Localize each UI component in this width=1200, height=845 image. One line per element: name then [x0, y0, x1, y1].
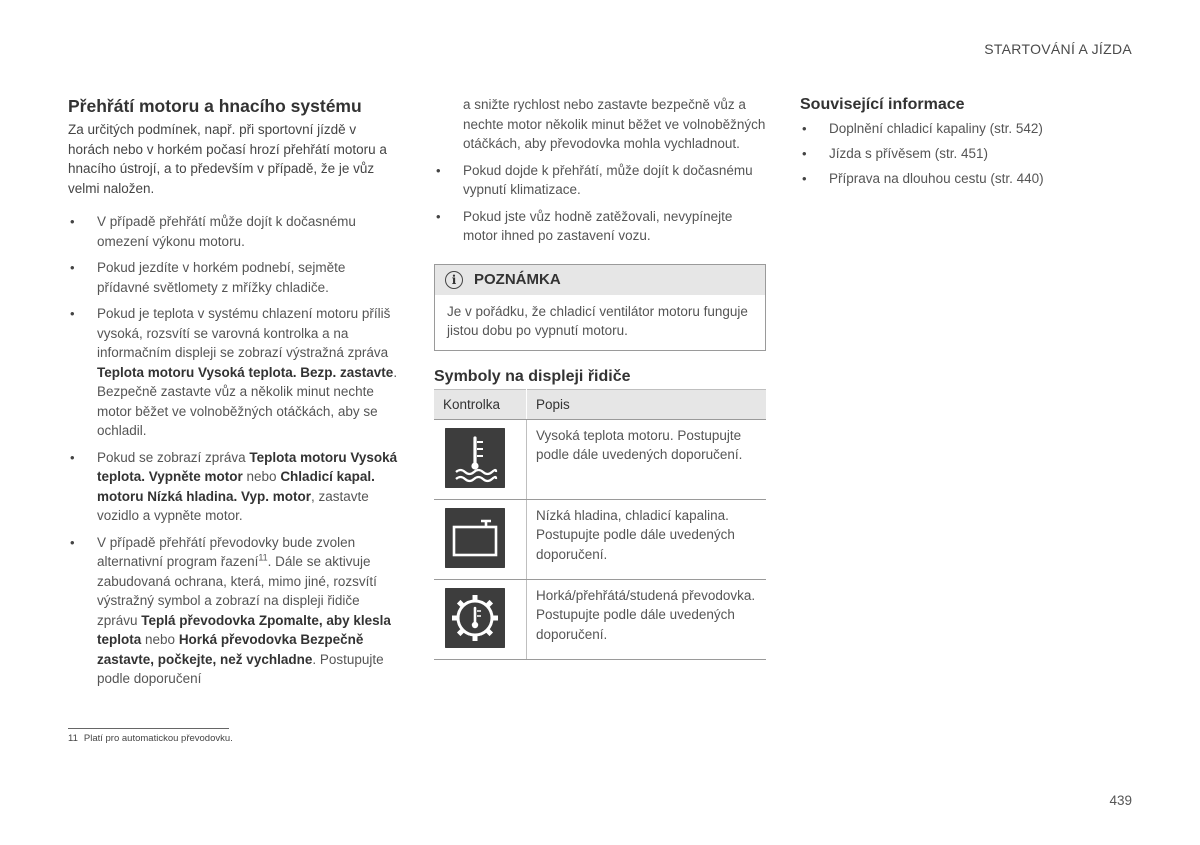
list-item: [68, 212, 400, 251]
column-right: [800, 95, 1132, 194]
symbols-title: Symboly na displeji řidiče: [434, 367, 631, 385]
list-item-text: V případě přehřátí převodovky bude zvolen alternativní program řazení: [97, 534, 356, 569]
note-header: [435, 265, 765, 295]
transmission-temperature-icon: [445, 588, 505, 648]
info-icon: i: [445, 271, 463, 289]
related-link[interactable]: • Jízda s přívěsem (str. 451): [800, 144, 1132, 164]
coolant-level-icon: [445, 508, 505, 568]
list-item: [434, 161, 766, 200]
related-link[interactable]: • Doplnění chladicí kapaliny (str. 542): [800, 119, 1132, 139]
list-item: [68, 304, 400, 441]
warning-list-continued: [434, 161, 766, 246]
table-cell-description: Horká/přehřátá/studená převodovka. Postupujte podle dále uvedených doporučení.: [527, 579, 767, 659]
list-item-text: , zastavte vozidlo a vypněte motor.: [97, 488, 369, 523]
related-link[interactable]: • Příprava na dlouhou cestu (str. 440): [800, 169, 1132, 189]
list-item-text: V případě přehřátí může dojít k dočasnému omezení výkonu motoru.: [97, 214, 356, 249]
column-header-description: Popis: [527, 389, 767, 419]
note-body: Je v pořádku, že chladicí ventilátor motoru funguje jistou dobu po vypnutí motoru.: [447, 303, 748, 338]
coolant-temperature-icon: [445, 428, 505, 488]
list-item: [434, 207, 766, 246]
list-item: [68, 533, 400, 689]
list-item-text: . Dále se aktivuje zabudovaná ochrana, která, mimo jiné, rozsvítí výstražný symbol a zobrazí na displeji řidiče zprávu: [97, 554, 377, 628]
list-item-text: . Postupujte podle doporučení: [97, 651, 384, 686]
list-item-text: Pokud jste vůz hodně zatěžovali, nevypínejte motor ihned po zastavení vozu.: [463, 208, 733, 243]
note-box: [434, 264, 766, 351]
table-cell-description: Vysoká teplota motoru. Postupujte podle dále uvedených doporučení.: [527, 419, 767, 499]
list-item-text: Pokud dojde k přehřátí, může dojít k dočasnému vypnutí klimatizace.: [463, 162, 753, 197]
column-header-icon: Kontrolka: [434, 389, 527, 419]
message-text: Horká převodovka Bezpečně zastavte, počkejte, než vychladne: [97, 632, 364, 667]
related-list: [800, 119, 1132, 189]
message-text: Teplota motoru Vysoká teplota. Vypněte motor: [97, 449, 398, 484]
column-middle: [434, 95, 766, 660]
list-item: [68, 258, 400, 297]
message-text: Chladicí kapal. motoru Nízká hladina. Vyp. motor: [97, 469, 375, 504]
list-item-text: Pokud je teplota v systému chlazení motoru příliš vysoká, rozsvítí se varovná kontrolka a na informačním displeji se zobrazí výstražná zpráva: [97, 306, 391, 360]
list-item-text: . Bezpečně zastavte vůz a několik minut nechte motor běžet ve volnoběžných otáčkách, aby se ochladil.: [97, 364, 398, 438]
message-text: Teplá převodovka Zpomalte, aby klesla teplota: [97, 612, 391, 647]
table-header-row: [434, 389, 766, 419]
footnote-divider: [68, 728, 229, 729]
symbols-table: [434, 389, 766, 660]
table-row: [434, 499, 766, 579]
list-item-text: Pokud jezdíte v horkém podnebí, sejměte přídavné světlomety z mřížky chladiče.: [97, 260, 346, 295]
page-title: Přehřátí motoru a hnacího systému: [68, 96, 362, 116]
column-left: [68, 95, 400, 696]
list-item: [68, 448, 400, 526]
list-item-text: nebo: [141, 632, 179, 647]
table-cell-icon: [434, 419, 527, 499]
list-item-text: nebo: [242, 469, 281, 484]
section-header: STARTOVÁNÍ A JÍZDA: [984, 41, 1132, 57]
list-item-text: Pokud se zobrazí zpráva: [97, 449, 250, 465]
footnote-ref: 11: [258, 552, 268, 563]
footnote: [68, 733, 233, 744]
note-heading: POZNÁMKA: [474, 271, 561, 288]
footnote-number: 11: [68, 733, 78, 744]
table-cell-icon: [434, 579, 527, 659]
intro-paragraph: Za určitých podmínek, např. při sportovní jízdě v horách nebo v horkém počasí hrozí přehřátí motoru a hnacího ústrojí, a to především v případě, že je vůz velmi naložen.: [68, 122, 387, 196]
related-title: Související informace: [800, 96, 965, 113]
table-cell-description: Nízká hladina, chladicí kapalina. Postupujte podle dále uvedených doporučení.: [527, 499, 767, 579]
table-row: [434, 419, 766, 499]
page-number: 439: [1109, 793, 1132, 808]
list-item-continuation: a snižte rychlost nebo zastavte bezpečně vůz a nechte motor několik minut běžet ve volnoběžných otáčkách, aby převodovka mohla vychladnout.: [463, 97, 766, 151]
footnote-text: Platí pro automatickou převodovku.: [83, 733, 233, 744]
table-row: [434, 579, 766, 659]
warning-list: [68, 212, 400, 689]
table-cell-icon: [434, 499, 527, 579]
message-text: Teplota motoru Vysoká teplota. Bezp. zastavte: [97, 364, 394, 380]
